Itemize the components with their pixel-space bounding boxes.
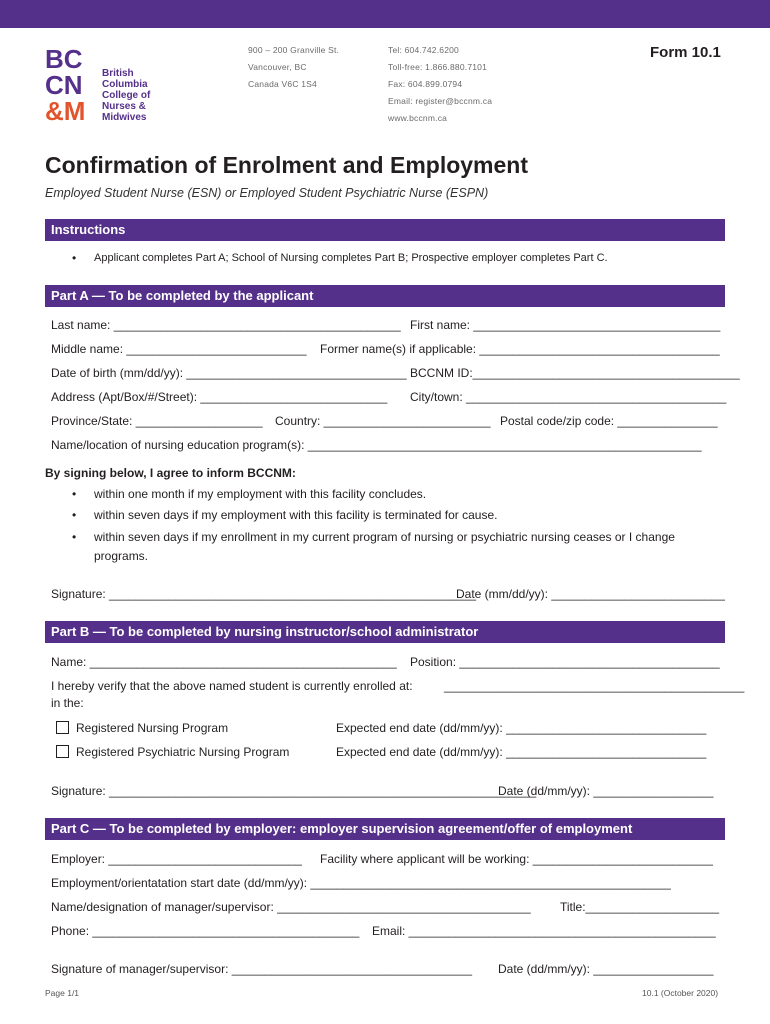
part-b-heading: Part B — To be completed by nursing instructor/school administrator [45,621,725,643]
first-name-field[interactable]: First name: _____________________________________ [410,318,721,332]
page-subtitle: Employed Student Nurse (ESN) or Employed Student Psychiatric Nurse (ESPN) [45,186,489,200]
address-line: Canada V6C 1S4 [248,79,317,89]
start-date-field[interactable]: Employment/orientatation start date (dd/mm/yy): ______________________________________________________ [51,876,671,890]
address-field[interactable]: Address (Apt/Box/#/Street): ____________________________ [51,390,388,404]
logo-letters-3: &M [45,96,86,124]
manager-name-field[interactable]: Name/designation of manager/supervisor: ______________________________________ [51,900,531,914]
country-field[interactable]: Country: _________________________ [275,414,491,428]
bullet-dot: • [72,487,77,501]
agree-heading: By signing below, I agree to inform BCCNM: [45,466,296,480]
tollfree-line: Toll-free: 1.866.880.7101 [388,62,488,72]
instructions-heading: Instructions [45,219,725,241]
logo-name-2: Columbia [102,79,148,90]
logo-name-5: Midwives [102,112,147,123]
agree-item-text: within one month if my employment with this facility concludes. [94,487,427,501]
middle-name-field[interactable]: Middle name: ___________________________ [51,342,307,356]
address-line: Vancouver, BC [248,62,307,72]
phone-field[interactable]: Phone: ________________________________________ [51,924,360,938]
email-field[interactable]: Email: ______________________________________________ [372,924,716,938]
phone-line: Tel: 604.742.6200 [388,45,459,55]
logo-letters-2: CN [45,70,83,100]
employer-field[interactable]: Employer: _____________________________ [51,852,302,866]
verify-statement: I hereby verify that the above named student is currently enrolled at: [51,679,413,693]
part-a-heading: Part A — To be completed by the applicant [45,285,725,307]
facility-field[interactable]: Facility where applicant will be working: ___________________________ [320,852,713,866]
instructor-date-field[interactable]: Date (dd/mm/yy): __________________ [498,784,714,798]
former-names-field[interactable]: Former name(s) if applicable: ____________________________________ [320,342,720,356]
agree-item [72,506,722,526]
last-name-field[interactable]: Last name: ___________________________________________ [51,318,401,332]
rn-program-checkbox[interactable] [56,721,69,734]
agree-item-text: within seven days if my employment with this facility is terminated for cause. [94,508,498,522]
rpn-program-label: Registered Psychiatric Nursing Program [76,745,290,759]
mailing-address [248,42,339,93]
program-field[interactable]: Name/location of nursing education program(s): ___________________________________________________________ [51,438,702,452]
instructor-name-field[interactable]: Name: ______________________________________________ [51,655,397,669]
top-accent-bar [0,0,770,28]
contact-info [388,42,492,127]
in-the-label: in the: [51,696,84,710]
instructions-item [72,249,712,269]
instructions-text: Applicant completes Part A; School of Nursing completes Part B; Prospective employer completes Part C. [94,252,608,264]
rpn-end-date-field[interactable]: Expected end date (dd/mm/yy): ______________________________ [336,745,707,759]
address-line: 900 – 200 Granville St. [248,45,340,55]
rn-program-label: Registered Nursing Program [76,721,229,735]
province-field[interactable]: Province/State: ___________________ [51,414,263,428]
bccnm-id-field[interactable]: BCCNM ID:________________________________________ [410,366,740,380]
manager-title-field[interactable]: Title:____________________ [560,900,720,914]
logo-letters-1: BC [45,44,83,74]
applicant-date-field[interactable]: Date (mm/dd/yy): __________________________ [456,587,725,601]
form-version: 10.1 (October 2020) [642,988,719,998]
page-title: Confirmation of Enrolment and Employment [45,152,529,178]
manager-signature-field[interactable]: Signature of manager/supervisor: ____________________________________ [51,962,473,976]
website-line: www.bccnm.ca [388,113,448,123]
page-number: Page 1/1 [45,988,80,998]
part-c-heading: Part C — To be completed by employer: employer supervision agreement/offer of employment [45,818,725,840]
agree-item [72,528,722,568]
manager-date-field[interactable]: Date (dd/mm/yy): __________________ [498,962,714,976]
email-line: Email: register@bccnm.ca [388,96,493,106]
postal-code-field[interactable]: Postal code/zip code: _______________ [500,414,718,428]
agree-item [72,485,722,505]
bullet-dot: • [72,530,77,544]
agree-item-text: within seven days if my enrollment in my current program of nursing or psychiatric nursing ceases or I change programs. [94,530,675,563]
bccnm-logo [45,44,155,124]
logo-name-1: British [102,68,134,79]
rn-end-date-field[interactable]: Expected end date (dd/mm/yy): ______________________________ [336,721,707,735]
logo-name-4: Nurses & [102,101,146,112]
instructor-position-field[interactable]: Position: _______________________________________ [410,655,720,669]
fax-line: Fax: 604.899.0794 [388,79,463,89]
dob-field[interactable]: Date of birth (mm/dd/yy): _________________________________ [51,366,407,380]
bullet-dot: • [72,508,77,522]
form-number: Form 10.1 [650,44,721,61]
city-field[interactable]: City/town: _______________________________________ [410,390,727,404]
logo-name-3: College of [102,90,151,101]
applicant-signature-field[interactable]: Signature: _______________________________________________________ [51,587,477,601]
instructor-signature-field[interactable]: Signature: ________________________________________________________________ [51,784,537,798]
bullet-dot: • [72,251,77,265]
school-name-field[interactable]: _____________________________________________ [444,679,745,693]
rpn-program-checkbox[interactable] [56,745,69,758]
